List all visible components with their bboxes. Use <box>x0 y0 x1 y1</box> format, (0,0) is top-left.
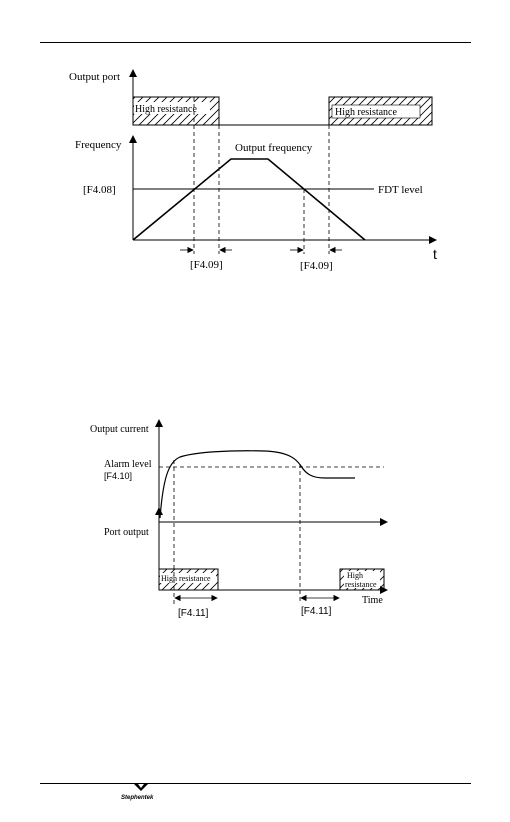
fdt-level-label: FDT level <box>378 184 423 196</box>
output-frequency-label: Output frequency <box>235 142 313 154</box>
frequency-label: Frequency <box>75 139 122 151</box>
t-axis-label: t <box>433 246 437 262</box>
f411-label-left: [F4.11] <box>178 608 209 619</box>
output-current-curve <box>160 451 355 518</box>
f409-label-left: [F4.09] <box>190 259 223 271</box>
fdt-diagram <box>69 70 437 272</box>
f411-label-right: [F4.11] <box>301 606 332 617</box>
f408-label: [F4.08] <box>83 184 116 196</box>
time-label: Time <box>362 595 383 606</box>
high-resistance-label-right: High resistance <box>335 107 397 118</box>
high-resistance-label-right-line2: resistance <box>345 580 377 589</box>
output-frequency-curve <box>133 159 365 240</box>
logo-text: Stephentek <box>121 795 154 801</box>
f409-label-right: [F4.09] <box>300 260 333 272</box>
high-resistance-label-left: High resistance <box>135 104 197 115</box>
logo-mark-icon <box>134 784 148 791</box>
current-alarm-diagram <box>90 420 387 619</box>
output-port-label: Output port <box>69 71 121 83</box>
high-resistance-label-left: High resistance <box>161 574 211 583</box>
high-resistance-label-right-line1: High <box>347 571 363 580</box>
port-output-label: Port output <box>104 527 149 538</box>
output-current-label: Output current <box>90 424 149 435</box>
f410-label: [F4.10] <box>104 471 133 481</box>
alarm-level-label: Alarm level <box>104 459 152 470</box>
brand-logo <box>134 784 148 791</box>
